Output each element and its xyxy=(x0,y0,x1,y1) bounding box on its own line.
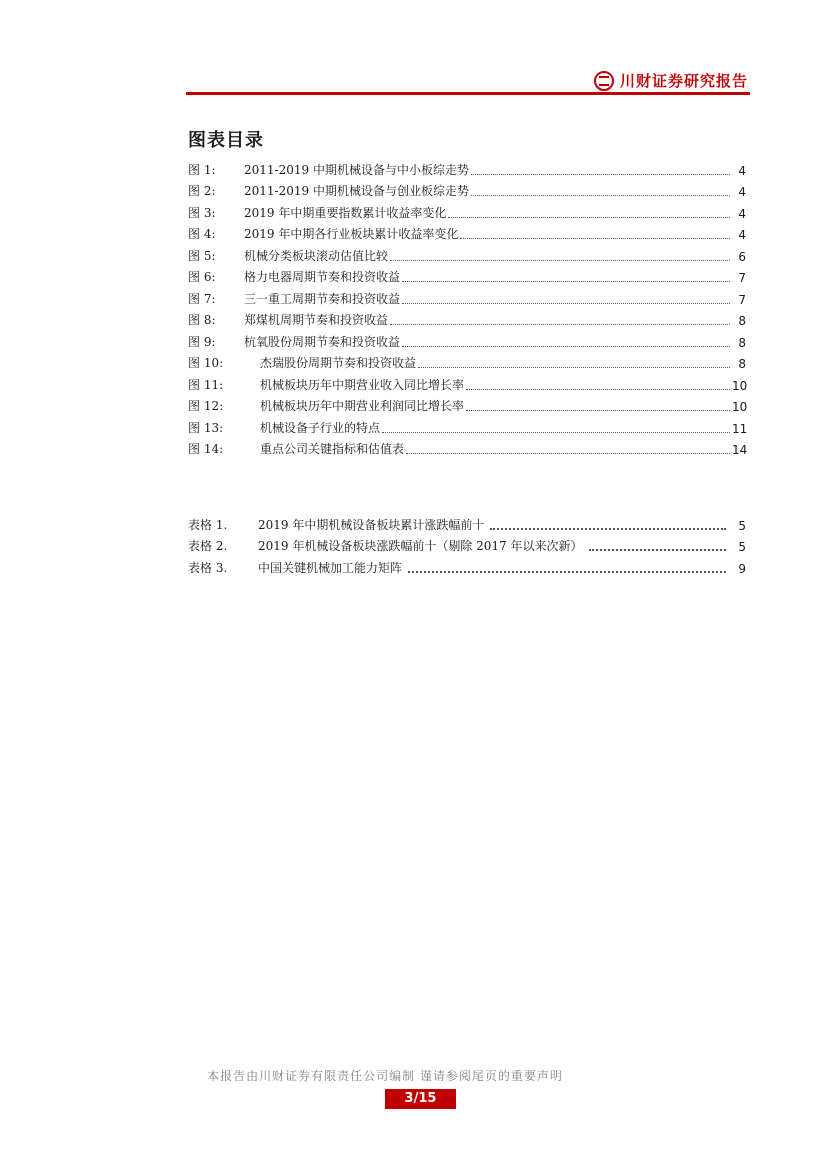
page-number: 3/15 xyxy=(385,1089,456,1109)
figure-entry[interactable] xyxy=(188,371,746,393)
entry-label: 2019 年中期各行业板块累计收益率变化 xyxy=(244,227,459,241)
table-entry[interactable] xyxy=(188,533,746,555)
chuancai-logo-icon xyxy=(594,71,614,91)
entry-label: 机械设备子行业的特点 xyxy=(260,420,381,435)
entry-page: 10 xyxy=(732,378,748,393)
entry-page: 8 xyxy=(738,335,746,350)
brand xyxy=(594,70,748,91)
dot-leader xyxy=(466,410,730,411)
entry-number: 图 11: xyxy=(188,377,224,392)
dot-leader xyxy=(382,432,730,433)
figure-entry[interactable] xyxy=(188,307,746,329)
figure-entry[interactable] xyxy=(188,328,746,350)
dot-leader xyxy=(408,571,726,573)
entry-page: 8 xyxy=(738,357,746,371)
figure-entry[interactable] xyxy=(188,414,746,436)
entry-label: 格力电器周期节奏和投资收益 xyxy=(244,270,401,284)
entry-number: 图 14: xyxy=(188,442,224,456)
entry-number: 图 9: xyxy=(188,334,216,349)
entry-label: 机械板块历年中期营业利润同比增长率 xyxy=(260,399,465,413)
entry-page: 14 xyxy=(732,443,748,457)
entry-page: 8 xyxy=(738,314,746,328)
entry-number: 表格 1. xyxy=(188,517,228,532)
entry-label: 郑煤机周期节奏和投资收益 xyxy=(244,313,389,327)
entry-page: 4 xyxy=(738,228,746,242)
entry-number: 图 10: xyxy=(188,356,224,370)
entry-label: 2019 年中期重要指数累计收益率变化 xyxy=(244,205,447,220)
entry-page: 5 xyxy=(738,540,746,554)
entry-number: 图 6: xyxy=(188,270,216,284)
entry-label: 机械板块历年中期营业收入同比增长率 xyxy=(260,377,465,392)
entry-page: 4 xyxy=(738,185,746,199)
entry-number: 表格 2. xyxy=(188,539,228,553)
dot-leader xyxy=(402,346,730,347)
dot-leader xyxy=(490,528,726,530)
header-rule xyxy=(186,92,750,95)
figure-entry[interactable] xyxy=(188,393,746,415)
entry-label: 机械分类板块滚动估值比较 xyxy=(244,248,389,263)
figure-entry[interactable] xyxy=(188,199,746,221)
entry-number: 图 7: xyxy=(188,291,216,306)
entry-number: 表格 3. xyxy=(188,560,228,575)
dot-leader xyxy=(471,195,730,196)
figure-entry[interactable] xyxy=(188,156,746,178)
table-entry[interactable] xyxy=(188,554,746,576)
dot-leader xyxy=(402,303,730,304)
figure-entry[interactable] xyxy=(188,350,746,372)
toc-title: 图表目录 xyxy=(188,130,264,151)
dot-leader xyxy=(589,549,726,551)
entry-label: 2019 年机械设备板块涨跌幅前十（剔除 2017 年以来次新） xyxy=(258,539,583,553)
entry-number: 图 3: xyxy=(188,205,216,220)
footer-disclaimer: 本报告由川财证券有限责任公司编制 谨请参阅尾页的重要声明 xyxy=(207,1069,563,1083)
entry-number: 图 1: xyxy=(188,162,216,177)
dot-leader xyxy=(448,217,730,218)
report-header xyxy=(186,64,750,94)
entry-page: 10 xyxy=(732,400,748,414)
dot-leader xyxy=(466,389,730,390)
table-entry[interactable] xyxy=(188,511,746,533)
dot-leader xyxy=(406,453,730,454)
figure-entry[interactable] xyxy=(188,436,746,458)
entry-label: 杰瑞股份周期节奏和投资收益 xyxy=(260,356,417,370)
table-list xyxy=(188,511,746,576)
entry-number: 图 4: xyxy=(188,227,216,241)
entry-number: 图 2: xyxy=(188,184,216,198)
figure-entry[interactable] xyxy=(188,221,746,243)
entry-page: 4 xyxy=(738,163,746,178)
entry-label: 中国关键机械加工能力矩阵 xyxy=(258,560,403,575)
entry-label: 重点公司关键指标和估值表 xyxy=(260,442,405,456)
entry-label: 2011-2019 中期机械设备与创业板综走势 xyxy=(244,184,469,198)
entry-number: 图 12: xyxy=(188,399,224,413)
brand-name: 川财证券研究报告 xyxy=(619,72,748,90)
dot-leader xyxy=(460,238,730,239)
entry-page: 7 xyxy=(738,271,746,285)
figure-entry[interactable] xyxy=(188,264,746,286)
entry-label: 杭氧股份周期节奏和投资收益 xyxy=(244,334,401,349)
entry-page: 5 xyxy=(738,518,746,533)
entry-page: 11 xyxy=(732,421,748,436)
figure-entry[interactable] xyxy=(188,178,746,200)
entry-label: 2011-2019 中期机械设备与中小板综走势 xyxy=(244,162,469,177)
entry-number: 图 13: xyxy=(188,420,224,435)
entry-label: 2019 年中期机械设备板块累计涨跌幅前十 xyxy=(258,517,485,532)
figure-entry[interactable] xyxy=(188,242,746,264)
entry-number: 图 5: xyxy=(188,248,216,263)
entry-number: 图 8: xyxy=(188,313,216,327)
entry-page: 4 xyxy=(738,206,746,221)
entry-label: 三一重工周期节奏和投资收益 xyxy=(244,291,401,306)
dot-leader xyxy=(471,174,730,175)
dot-leader xyxy=(418,367,730,368)
figure-entry[interactable] xyxy=(188,285,746,307)
dot-leader xyxy=(402,281,730,282)
dot-leader xyxy=(390,324,730,325)
figure-list xyxy=(188,156,746,457)
dot-leader xyxy=(390,260,730,261)
entry-page: 9 xyxy=(738,561,746,576)
entry-page: 6 xyxy=(738,249,746,264)
entry-page: 7 xyxy=(738,292,746,307)
